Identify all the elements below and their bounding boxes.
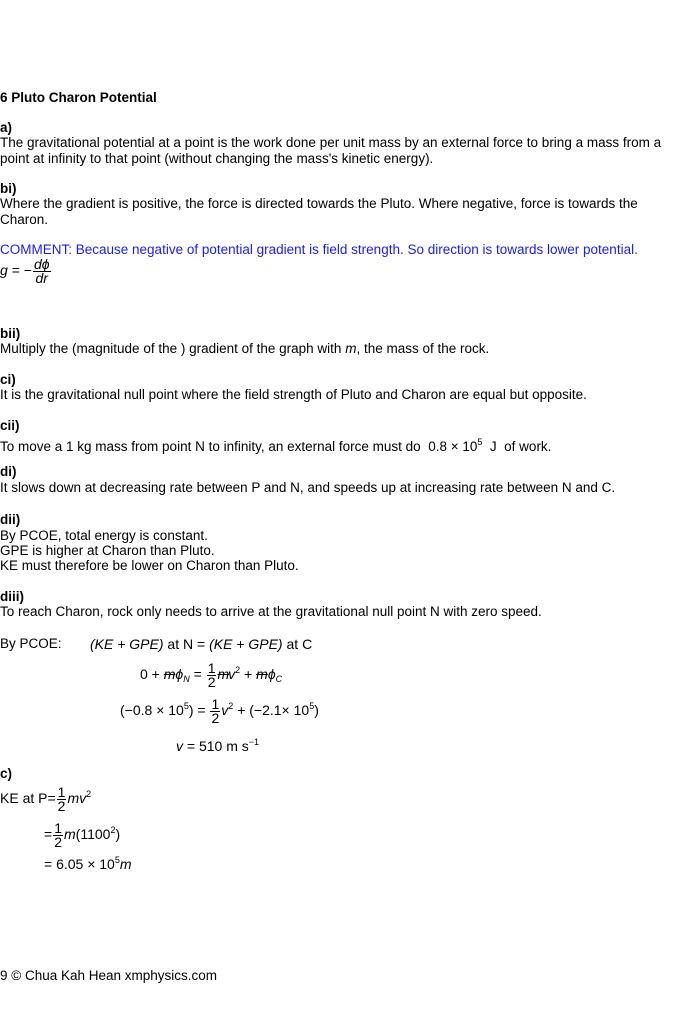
label-dii: dii) (0, 512, 21, 527)
answer-bii (0, 341, 489, 357)
ke-l2-close: ) (115, 826, 121, 843)
pcoe-l3-half (210, 698, 220, 725)
ke-half-num: 1 (57, 784, 66, 800)
ke-mv: mv (67, 790, 87, 807)
pcoe-l3-rhs: + (−2.1× 10 (237, 702, 310, 719)
eq-sign: = − (11, 262, 32, 279)
pcoe-l3-rhs-close: ) (314, 702, 319, 719)
equation-field-strength (0, 258, 52, 285)
ke-line-1 (0, 786, 91, 813)
ke-line-2 (44, 822, 120, 849)
ke-eq: = (47, 790, 56, 807)
cii-text-pre: To move a 1 kg mass from point N to infinity, an external force must do (0, 439, 421, 454)
bii-text-post: , the mass of the rock. (356, 341, 490, 356)
pcoe-l3-eq: = (197, 702, 206, 719)
pcoe-l2-m: m (163, 666, 176, 683)
dii-line-2: GPE is higher at Charon than Pluto. (0, 543, 215, 558)
answer-bi: Where the gradient is positive, the force is directed towards the Pluto. Where negative, force is towards the Charon. (0, 196, 638, 227)
answer-a: The gravitational potential at a point is the work done per unit mass by an external force to bring a mass from a point at infinity to that point (without changing the mass's kinetic energy). (0, 135, 662, 166)
answer-cii (0, 434, 551, 455)
pcoe-l2-sub-c: C (275, 674, 283, 685)
pcoe-l2-sq: 2 (235, 665, 241, 676)
cii-value: 0.8 × 10 (428, 439, 478, 454)
pcoe-l1-at-n: at N (167, 636, 194, 652)
pcoe-l2-plus: + (244, 666, 253, 683)
eq-den: dr (35, 270, 48, 286)
pcoe-l2-m3: m (256, 666, 268, 683)
label-bii: bii) (0, 326, 21, 341)
label-cii: cii) (0, 418, 20, 433)
ke-l3-value: = 6.05 × 10 (44, 856, 115, 872)
pcoe-l1-eq: = (197, 636, 206, 652)
answer-ci: It is the gravitational null point where the field strength of Pluto and Charon are equal but opposite. (0, 387, 587, 402)
pcoe-l1-lhs: (KE + GPE) (90, 636, 164, 652)
dii-line-3: KE must therefore be lower on Charon than Pluto. (0, 558, 299, 573)
cii-text-post: of work. (504, 439, 552, 454)
eq-g: g (0, 262, 8, 279)
ke-l2-m: m (63, 826, 76, 843)
pcoe-l3-lhs-exp: 5 (183, 701, 189, 712)
dii-line-1: By PCOE, total energy is constant. (0, 528, 208, 543)
ke-half-den: 2 (57, 798, 66, 814)
ke-l2-half-num: 1 (54, 820, 62, 836)
ke-half (57, 786, 67, 813)
label-ci: ci) (0, 372, 16, 387)
answer-di: It slows down at decreasing rate between P and N, and speeds up at increasing rate between N and C. (0, 480, 616, 495)
ke-l2-exp: 2 (110, 825, 116, 836)
eq-num: dϕ (33, 256, 50, 272)
ke-l3-m: m (119, 856, 132, 872)
comment-bi: COMMENT: Because negative of potential gradient is field strength. So direction is towards lower potential. (0, 242, 638, 257)
pcoe-l4-value: = 510 m s (186, 738, 249, 754)
pcoe-l4-exp: −1 (248, 737, 260, 747)
label-c: c) (0, 766, 13, 781)
pcoe-line-1 (90, 636, 312, 652)
pcoe-l2-v: v (228, 666, 236, 683)
cii-exp: 5 (477, 437, 483, 447)
pcoe-l2-phi: ϕ (175, 666, 184, 683)
label-diii: diii) (0, 589, 24, 604)
pcoe-line-4 (176, 734, 259, 754)
pcoe-l1-rhs: (KE + GPE) (209, 636, 283, 652)
pcoe-l3-lhs-close: ) (188, 702, 194, 719)
pcoe-l2-m2: m (217, 666, 230, 683)
pcoe-l3-sq: 2 (228, 701, 234, 712)
pcoe-l2-half-num: 1 (207, 660, 216, 676)
ke-l2-rest: (1100 (75, 826, 111, 843)
label-a: a) (0, 120, 13, 135)
eq-fraction (33, 258, 51, 285)
pcoe-l2-phi2: ϕ (267, 666, 276, 683)
page-footer: 9 © Chua Kah Hean xmphysics.com (0, 968, 218, 983)
pcoe-line-2 (140, 662, 282, 689)
pcoe-l2-sub-n: N (183, 674, 190, 685)
ke-line-3 (44, 852, 132, 872)
ke-label: KE at P (0, 790, 48, 807)
pcoe-l3-half-num: 1 (211, 696, 220, 712)
pcoe-l2-eq: = (193, 666, 202, 683)
pcoe-label: By PCOE: (0, 636, 62, 651)
label-bi: bi) (0, 181, 17, 196)
pcoe-l3-half-den: 2 (211, 710, 220, 726)
pcoe-l2-half (207, 662, 217, 689)
label-di: di) (0, 464, 17, 479)
ke-l2-half-den: 2 (54, 834, 62, 850)
answer-diii: To reach Charon, rock only needs to arrive at the gravitational null point N with zero speed. (0, 604, 542, 619)
ke-l3-exp: 5 (114, 855, 120, 865)
page-title: 6 Pluto Charon Potential (0, 90, 157, 105)
pcoe-l2-zero: 0 + (140, 666, 160, 683)
pcoe-l4-v: v (176, 738, 183, 754)
pcoe-l3-rhs-exp: 5 (309, 701, 315, 712)
cii-unit: J (489, 439, 497, 454)
ke-sq: 2 (86, 789, 92, 800)
pcoe-line-3 (120, 698, 319, 725)
pcoe-l3-v: v (221, 702, 229, 719)
ke-l2-eq: = (44, 826, 53, 843)
ke-l2-half (53, 822, 63, 849)
pcoe-l3-lhs: (−0.8 × 10 (120, 702, 184, 719)
bii-var: m (345, 341, 357, 356)
pcoe-l2-half-den: 2 (207, 674, 216, 690)
pcoe-l1-at-c: at C (286, 636, 313, 652)
bii-text-pre: Multiply the (magnitude of the ) gradient of the graph with (0, 341, 346, 356)
